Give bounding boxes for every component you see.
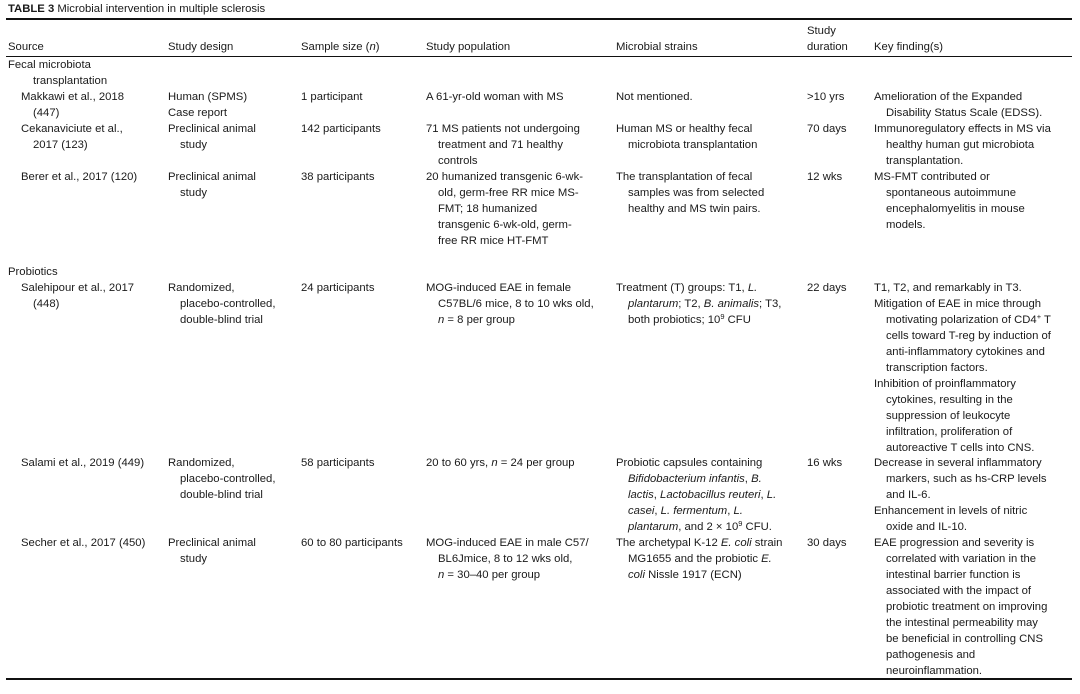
strain-species: casei — [628, 505, 655, 517]
row-strains: samples was from selected — [628, 187, 765, 199]
header-strains: Microbial strains — [616, 41, 698, 53]
strain-species: plantarum — [628, 521, 679, 533]
row-strains — [616, 535, 782, 551]
row-source: (447) — [33, 107, 60, 119]
strain-species: L. — [766, 489, 777, 501]
strain-species: Bifidobacterium infantis — [628, 473, 745, 485]
row-strains: Human MS or healthy fecal — [616, 123, 753, 135]
strain-species: E. coli — [720, 537, 752, 549]
header-sample-close: ) — [375, 41, 380, 53]
row-duration: 70 days — [807, 123, 847, 135]
strain-text: both probiotics; 10 — [628, 314, 721, 326]
table-label: TABLE 3 — [8, 3, 55, 15]
table-caption — [8, 1, 265, 17]
row-finding: Mitigation of EAE in mice through — [874, 298, 1042, 310]
row-finding: Immunoregulatory effects in MS via — [874, 123, 1051, 135]
row-strains — [616, 280, 757, 296]
row-strains: healthy and MS twin pairs. — [628, 203, 761, 215]
row-finding: transcription factors. — [886, 362, 988, 374]
row-population: transgenic 6-wk-old, germ- — [438, 219, 572, 231]
row-finding: be beneficial in controlling CNS — [886, 633, 1043, 645]
row-strains: The transplantation of fecal — [616, 171, 753, 183]
row-sample: 142 participants — [301, 123, 381, 135]
superscript: + — [1036, 312, 1042, 321]
row-design: Preclinical animal — [168, 171, 256, 183]
row-strains — [628, 503, 743, 519]
strain-species: B. animalis — [703, 298, 760, 310]
row-finding: models. — [886, 219, 926, 231]
row-population: C57BL/6 mice, 8 to 10 wks old, — [438, 298, 594, 310]
row-finding: T1, T2, and remarkably in T3. — [874, 282, 1022, 294]
row-strains: Not mentioned. — [616, 91, 693, 103]
row-population: MOG-induced EAE in female — [426, 282, 572, 294]
row-population: 20 humanized transgenic 6-wk- — [426, 171, 583, 183]
row-population: controls — [438, 155, 478, 167]
section-probiotics: Probiotics — [8, 266, 58, 278]
header-source: Source — [8, 41, 44, 53]
row-population: MOG-induced EAE in male C57/ — [426, 537, 589, 549]
finding-text: motivating polarization of CD4 — [886, 314, 1037, 326]
row-strains: Probiotic capsules containing — [616, 457, 763, 469]
row-source: 2017 (123) — [33, 139, 88, 151]
strain-species: L. — [733, 505, 743, 517]
row-finding: cells toward T-reg by induction of — [886, 330, 1051, 342]
row-design: double-blind trial — [180, 489, 263, 501]
row-design: placebo-controlled, — [180, 298, 276, 310]
strain-species: L. — [747, 282, 758, 294]
row-finding: Enhancement in levels of nitric — [874, 505, 1028, 517]
row-duration: >10 yrs — [807, 91, 845, 103]
row-source: Salehipour et al., 2017 — [21, 282, 135, 294]
n-symbol: n — [438, 569, 445, 581]
row-finding: encephalomyelitis in mouse — [886, 203, 1025, 215]
population-text: = 30–40 per group — [444, 569, 541, 581]
row-population: old, germ-free RR mice MS- — [438, 187, 579, 199]
row-finding: autoreactive T cells into CNS. — [886, 442, 1035, 454]
row-finding: spontaneous autoimmune — [886, 187, 1017, 199]
strain-species: E. — [761, 553, 772, 565]
row-finding: markers, such as hs-CRP levels — [886, 473, 1047, 485]
strain-text: CFU. — [742, 521, 772, 533]
row-sample: 24 participants — [301, 282, 375, 294]
strain-text: strain — [751, 537, 783, 549]
row-design: study — [180, 553, 208, 565]
row-finding: transplantation. — [886, 155, 964, 167]
row-finding: Disability Status Scale (EDSS). — [886, 107, 1043, 119]
row-finding: MS-FMT contributed or — [874, 171, 990, 183]
section-fmt-line1: Fecal microbiota — [8, 59, 91, 71]
strain-text: ; T2, — [678, 298, 704, 310]
row-finding: anti-inflammatory cytokines and — [886, 346, 1045, 358]
top-rule — [6, 18, 1072, 20]
header-sample-n: n — [369, 41, 376, 53]
section-fmt-line2: transplantation — [33, 75, 108, 87]
row-population — [426, 455, 575, 471]
row-strains — [628, 296, 781, 312]
header-duration-line1: Study — [807, 25, 836, 37]
finding-text: T — [1041, 314, 1051, 326]
row-finding: intestinal barrier function is — [886, 569, 1021, 581]
header-sample-text: Sample size ( — [301, 41, 370, 53]
row-finding: Inhibition of proinflammatory — [874, 378, 1016, 390]
row-source: Makkawi et al., 2018 — [21, 91, 124, 103]
row-finding: oxide and IL-10. — [886, 521, 968, 533]
row-finding: neuroinflammation. — [886, 665, 983, 677]
row-source: Secher et al., 2017 (450) — [21, 537, 146, 549]
row-strains — [628, 312, 751, 328]
header-findings: Key finding(s) — [874, 41, 944, 53]
strain-text: The archetypal K-12 — [616, 537, 721, 549]
superscript: 9 — [738, 519, 743, 528]
row-strains — [628, 519, 772, 535]
row-sample: 58 participants — [301, 457, 375, 469]
strain-text: , — [744, 473, 752, 485]
row-finding: Decrease in several inflammatory — [874, 457, 1042, 469]
row-population: BL6Jmice, 8 to 12 wks old, — [438, 553, 573, 565]
strain-text: CFU — [724, 314, 751, 326]
row-design: Human (SPMS) — [168, 91, 248, 103]
strain-text: Treatment (T) groups: T1, — [616, 282, 748, 294]
row-strains: microbiota transplantation — [628, 139, 758, 151]
strain-text: , — [760, 489, 767, 501]
row-sample: 38 participants — [301, 171, 375, 183]
row-finding: the intestinal permeability may — [886, 617, 1038, 629]
row-design: double-blind trial — [180, 314, 263, 326]
strain-species: Lactobacillus reuteri — [660, 489, 761, 501]
row-finding: pathogenesis and — [886, 649, 976, 661]
row-finding: healthy human gut microbiota — [886, 139, 1035, 151]
row-finding: and IL-6. — [886, 489, 931, 501]
row-source: (448) — [33, 298, 60, 310]
row-finding: infiltration, proliferation of — [886, 426, 1013, 438]
row-finding: associated with the impact of — [886, 585, 1032, 597]
strain-species: L. fermentum — [660, 505, 728, 517]
row-finding: cytokines, resulting in the — [886, 394, 1013, 406]
row-strains — [628, 551, 772, 567]
row-design: Randomized, — [168, 282, 235, 294]
header-population: Study population — [426, 41, 511, 53]
strain-text: MG1655 and the probiotic — [628, 553, 762, 565]
row-duration: 12 wks — [807, 171, 843, 183]
header-sample-size — [301, 39, 380, 55]
strain-text: , — [653, 489, 661, 501]
row-strains — [628, 471, 762, 487]
row-population: FMT; 18 humanized — [438, 203, 538, 215]
row-population: treatment and 71 healthy — [438, 139, 563, 151]
header-rule — [6, 56, 1072, 57]
row-source: Berer et al., 2017 (120) — [21, 171, 138, 183]
row-strains — [628, 567, 742, 583]
strain-species: B. — [751, 473, 762, 485]
strain-species: plantarum — [628, 298, 679, 310]
row-source: Cekanaviciute et al., — [21, 123, 123, 135]
row-finding: correlated with variation in the — [886, 553, 1037, 565]
row-strains — [628, 487, 776, 503]
row-population: free RR mice HT-FMT — [438, 235, 549, 247]
row-sample: 60 to 80 participants — [301, 537, 403, 549]
row-design: study — [180, 139, 208, 151]
row-design: study — [180, 187, 208, 199]
row-population — [438, 567, 540, 583]
table-caption-text: Microbial intervention in multiple sclerosis — [57, 3, 266, 15]
row-finding — [886, 312, 1051, 328]
header-duration-line2: duration — [807, 41, 848, 53]
population-text: 20 to 60 yrs, — [426, 457, 492, 469]
row-design: placebo-controlled, — [180, 473, 276, 485]
row-finding: Amelioration of the Expanded — [874, 91, 1023, 103]
row-duration: 30 days — [807, 537, 847, 549]
strain-text: ; T3, — [759, 298, 782, 310]
strain-text: , — [654, 505, 661, 517]
superscript: 9 — [720, 312, 725, 321]
n-symbol: n — [491, 457, 498, 469]
n-symbol: n — [438, 314, 445, 326]
row-design: Case report — [168, 107, 228, 119]
row-duration: 22 days — [807, 282, 847, 294]
row-duration: 16 wks — [807, 457, 843, 469]
population-text: = 24 per group — [497, 457, 575, 469]
row-finding: EAE progression and severity is — [874, 537, 1035, 549]
row-sample: 1 participant — [301, 91, 363, 103]
population-text: = 8 per group — [444, 314, 515, 326]
row-population — [438, 312, 515, 328]
strain-species: lactis — [628, 489, 654, 501]
row-population: A 61-yr-old woman with MS — [426, 91, 564, 103]
header-design: Study design — [168, 41, 234, 53]
row-design: Randomized, — [168, 457, 235, 469]
strain-text: , — [727, 505, 734, 517]
row-design: Preclinical animal — [168, 537, 256, 549]
row-finding: suppression of leukocyte — [886, 410, 1011, 422]
row-design: Preclinical animal — [168, 123, 256, 135]
strain-text: Nissle 1917 (ECN) — [644, 569, 742, 581]
strain-text: , and 2 × 10 — [678, 521, 739, 533]
row-population: 71 MS patients not undergoing — [426, 123, 580, 135]
strain-species: coli — [628, 569, 645, 581]
row-source: Salami et al., 2019 (449) — [21, 457, 145, 469]
row-finding: probiotic treatment on improving — [886, 601, 1048, 613]
